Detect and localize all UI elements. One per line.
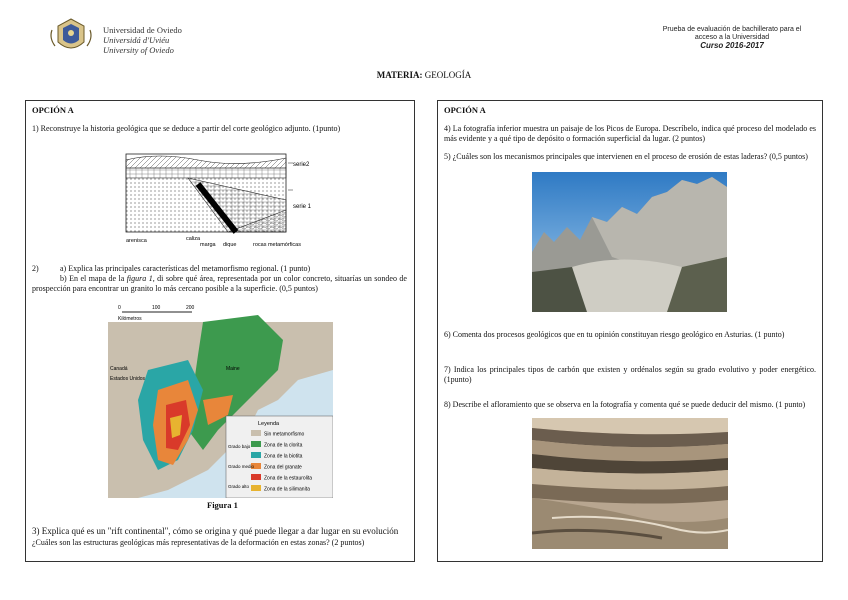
question-3-title: 3) Explica qué es un "rift continental", cómo se origina y qué puede llegar a dar lugar en su evolución [32,526,399,536]
grade-mid: Grado medio [228,464,255,469]
legend-label: Zona de la silimanita [264,486,310,493]
label-arenisca: arenisca [126,238,147,244]
label-dique: dique [223,242,237,248]
legend-label: Zona de la clorita [264,442,303,449]
university-logo [46,16,96,56]
geological-cross-section [118,150,338,250]
grade-high: Grado alto [228,484,250,489]
university-name-es: Universidad de Oviedo [103,25,182,35]
figure-1-caption: Figura 1 [207,500,238,510]
left-option-title: OPCIÓN A [32,105,74,115]
place-maine: Maine [226,366,240,372]
question-2-number: 2) [32,264,39,273]
exam-line-2: acceso a la Universidad [694,34,770,41]
question-6: 6) Comenta dos procesos geológicos que en tu opinión constituyan riesgo geológico en Asturias. (1 punto) [444,330,785,339]
question-3-text: ¿Cuáles son las estructuras geológicas más representativas de la deformación en estas zonas? (2 puntos) [32,538,365,547]
legend-label: Zona de la estaurolita [264,475,313,482]
label-rocas: rocas metamórficas [253,242,301,248]
subject-label: MATERIA: [376,70,423,80]
question-4: 4) La fotografía inferior muestra un paisaje de los Picos de Europa. Descríbelo, indica qué proceso del modelado es más evidente y a qué tipo de depósito o formación superficial da lugar. (2 puntos) [444,124,816,143]
outcrop-photo [532,418,728,549]
label-serie2: serie2 [293,162,310,168]
label-caliza: caliza [186,236,201,242]
question-2b: b) En el mapa de la figura 1, di sobre qué área, representada por un color concreto, situarías un sondeo de prospección para encontrar un granito lo más cercano posible a la superficie. (0,5 puntos) [32,274,407,293]
legend-swatch [251,474,261,480]
right-option-title: OPCIÓN A [444,105,486,115]
label-marga: marga [200,242,216,248]
legend-swatch [251,485,261,491]
place-usa: Estados Unidos [110,376,146,382]
subject-title [0,70,848,80]
scale-0: 0 [118,305,121,311]
legend-swatch [251,452,261,458]
legend-label: Zona de la biotita [264,453,303,460]
university-name [103,25,182,55]
subject-value: GEOLOGÍA [424,70,472,80]
scale-200: 200 [186,305,195,311]
scale-100: 100 [152,305,161,311]
legend-swatch [251,430,261,436]
question-7: 7) Indica los principales tipos de carbón que existen y ordénalos según su grado evolutivo y poder energético. (1punto) [444,365,816,384]
legend-label: Zona del granate [264,464,302,471]
question-8: 8) Describe el afloramiento que se observa en la fotografía y comenta qué se puede deducir del mismo. (1 punto) [444,400,806,409]
scale-unit: Kilómetros [118,316,142,322]
metamorphism-map [108,300,333,498]
exam-line-1: Prueba de evaluación de bachillerato para el [662,26,802,33]
question-1: 1) Reconstruye la historia geológica que se deduce a partir del corte geológico adjunto. (1punto) [32,124,341,133]
university-name-en: University of Oviedo [103,45,174,55]
grade-low: Grado bajo [228,444,251,449]
exam-header [662,26,802,50]
legend-label: Sin metamorfismo [264,431,305,438]
legend-title: Leyenda [258,421,280,427]
university-name-ast: Universidá d'Uviéu [103,35,170,45]
label-serie1: serie 1 [293,204,312,210]
question-5: 5) ¿Cuáles son los mecanismos principales que intervienen en el proceso de erosión de estas laderas? (0,5 puntos) [444,152,808,161]
question-2a: a) Explica las principales características del metamorfismo regional. (1 punto) [60,264,311,273]
place-canada: Canadá [110,366,128,372]
exam-course: Curso 2016-2017 [700,41,764,50]
legend-swatch [251,441,261,447]
picos-de-europa-photo [532,172,727,312]
